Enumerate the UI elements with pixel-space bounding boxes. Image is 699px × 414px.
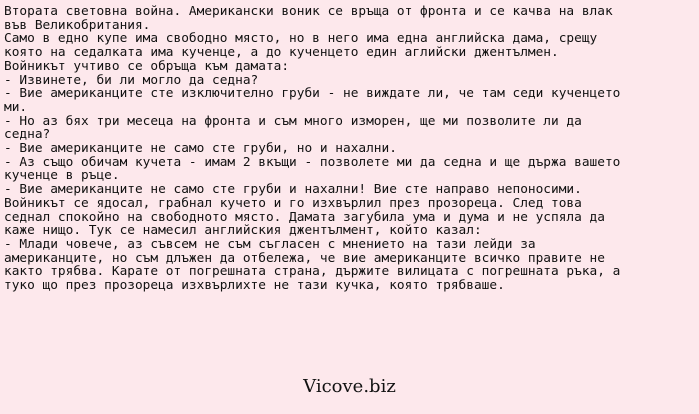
joke-line: - Вие американците не само сте груби, но и нахални. — [4, 141, 397, 157]
site-footer-label: Vicove.biz — [303, 376, 396, 397]
joke-line: каже нищо. Тук се намесил английския джентълмент, който казал: — [4, 223, 482, 239]
joke-line: Втората световна война. Американски воник се връща от фронта и се качва на влак — [4, 4, 613, 19]
joke-text — [4, 5, 696, 293]
joke-line: във Великобритания. — [4, 17, 151, 33]
joke-line: седнал спокойно на свободното място. Дамата загубила ума и дума и не успяла да — [4, 209, 605, 225]
joke-line: - Млади човече, аз съвсем не съм съгласен с мнението на тази лейди за — [4, 236, 536, 252]
joke-line: Войникът се ядосал, грабнал кучето и го изхвърлил през прозореца. След това — [4, 195, 582, 211]
joke-line: туко що през прозореца изхвърлихте не тази кучка, която трябваше. — [4, 278, 505, 294]
joke-line: американците, но съм длъжен да отбележа, че вие американците всичко правите не — [4, 250, 605, 266]
joke-line: Войникът учтиво се обръща към дамата: — [4, 58, 290, 74]
joke-line: - Вие американците сте изключително груби - не виждате ли, че там седи кученцето — [4, 86, 621, 102]
joke-line: Само в едно купе има свободно място, но в него има една английска дама, срещу — [4, 31, 598, 47]
joke-line: седна? — [4, 127, 51, 143]
joke-line: ми. — [4, 99, 28, 115]
joke-line: - Вие американците не само сте груби и нахални! Вие сте направо непоносими. — [4, 182, 582, 198]
joke-line: както трябва. Карате от погрешната страна, държите вилицата с погрешната ръка, а — [4, 264, 621, 280]
joke-line: - Аз също обичам кучета - имам 2 вкъщи - позволете ми да седна и ще държа вашето — [4, 154, 621, 170]
joke-line: кученце в ръце. — [4, 168, 120, 184]
joke-line: която на седалката има кученце, а до кученцето един аглийски джентълмен. — [4, 45, 559, 61]
joke-line: - Но аз бях три месеца на фронта и съм много изморен, ще ми позволите ли да — [4, 113, 582, 129]
joke-line: - Извинете, би ли могло да седна? — [4, 72, 259, 88]
